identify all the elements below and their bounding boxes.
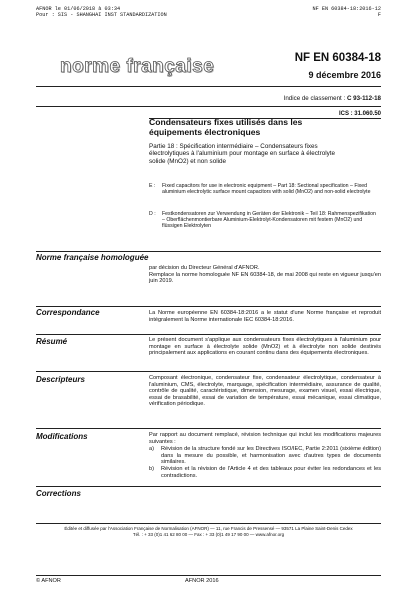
copyright: © AFNOR: [36, 578, 61, 584]
lang-text: Fixed capacitors for use in electronic equipment – Part 18: Sectional specification – Fixed aluminium electrolytic surface mount capacitors with solid (MnO2) and non-solid electrolyte: [162, 183, 371, 196]
divider: [36, 86, 381, 87]
publisher-address: Éditée et diffusée par l'Association Française de Normalisation (AFNOR) — 11, rue Francis de Pressensé — 93571 La Plaine Saint-Denis Cedex: [64, 526, 353, 531]
lang-key: E :: [149, 183, 156, 189]
heading-modifications: Modifications: [36, 432, 88, 441]
publisher-info: [40, 526, 377, 538]
indice-value: C 93-112-18: [346, 95, 381, 102]
item-label: a): [149, 446, 154, 453]
norme-francaise-logo: norme française: [60, 56, 215, 77]
publisher-contact: Tél. : + 33 (0)1 41 62 80 00 — Fax : + 33 (0)1 49 17 90 00 — www.afnor.org: [132, 532, 285, 537]
descripteurs-text: Composant électronique, condensateur fixe, condensateur électrolytique, condensateur à l'aluminium, CMS, électrolyte, marquage, spécification intermédiaire, assurance de qualité, contrôle de qualité, caractéristique, dimension, mesurage, examen visuel, essai électrique, essai de brasabilité, essai de variation de température, essai mécanique, essai climatique, vérification périodique.: [149, 375, 381, 408]
header-doc-ref: [313, 6, 382, 18]
document-code: NF EN 60384-18: [294, 52, 381, 64]
translation-en: [149, 183, 379, 195]
translation-de: [149, 211, 379, 229]
resume-text: Le présent document s'applique aux condensateurs fixes électrolytiques à l'aluminium pour montage en surface à électrolyte solide (MnO2) et à électrolyte non solide destinés principalement aux applications en courant continu dans des équipements électroniques.: [149, 337, 381, 357]
header-left-line1: AFNOR le 01/06/2018 à 03:34: [36, 6, 121, 12]
modification-item: [149, 446, 381, 466]
modifications-text: [149, 432, 381, 479]
edition: AFNOR 2016: [185, 578, 219, 584]
part-title: Partie 18 : Spécification intermédiaire – Condensateurs fixes électrolytiques à l'aluminium pour montage en surface à électrolyte solide (MnO2) et non solide: [149, 143, 336, 165]
heading-correspondance: Correspondance: [36, 308, 100, 317]
header-user-info: [36, 6, 167, 18]
divider: [36, 106, 381, 107]
homologuee-line1: par décision du Directeur Général d'AFNOR.: [149, 265, 260, 271]
item-text: Révision de la structure fondé sur les Directives ISO/IEC, Partie 2:2011 (sixième édition) dans la mesure du possible, et harmonisation avec d'autres types de documents similaires.: [161, 446, 381, 466]
header-right-line2: F: [377, 12, 381, 18]
indice-classement: [284, 95, 381, 102]
homologuee-text: [149, 265, 381, 285]
heading-homologuee: Norme française homologuée: [36, 253, 149, 262]
lang-text: Festkondensatoren zur Verwendung in Geräten der Elektronik – Teil 18: Rahmenspezifikation – Oberflächenmontierbare Aluminium-Elektrolyt-Kondensatoren mit festem (MnO2) und flüssigen Elektrolyten: [162, 211, 376, 230]
modifications-intro: Par rapport au document remplacé, révision technique qui inclut les modifications majeures suivantes :: [149, 432, 381, 445]
indice-label: Indice de classement :: [283, 95, 346, 102]
modification-item: [149, 466, 381, 479]
main-title: Condensateurs fixes utilisés dans les équipements électroniques: [149, 117, 303, 137]
item-text: Révision et la révision de l'Article 4 et des tableaux pour éviter les redondances et les contradictions.: [161, 465, 381, 479]
divider: [36, 371, 381, 372]
divider: [36, 334, 381, 335]
heading-corrections: Corrections: [36, 489, 81, 498]
lang-key: D :: [149, 211, 156, 217]
document-date: 9 décembre 2016: [308, 70, 381, 80]
correspondance-text: La Norme européenne EN 60384-18:2016 a le statut d'une Norme française et reproduit intégralement la Norme internationale IEC 60384-18:2016.: [149, 310, 381, 323]
divider: [36, 486, 381, 487]
header-right-line1: NF EN 60384-18:2016-12: [312, 6, 381, 12]
divider: [36, 251, 381, 252]
divider: [36, 523, 381, 524]
item-label: b): [149, 465, 154, 472]
divider: [36, 428, 381, 429]
divider: [36, 306, 381, 307]
homologuee-line2: Remplace la norme homologuée NF EN 60384-18, de mai 2008 qui reste en vigueur jusqu'en juin 2019.: [149, 271, 381, 285]
ics-code: ICS : 31.060.50: [338, 111, 381, 117]
heading-resume: Résumé: [36, 337, 68, 346]
divider: [36, 575, 381, 576]
header-left-line2: Pour : SIS - SHANGHAI INST STANDARDIZATION: [36, 12, 167, 18]
heading-descripteurs: Descripteurs: [36, 375, 85, 384]
